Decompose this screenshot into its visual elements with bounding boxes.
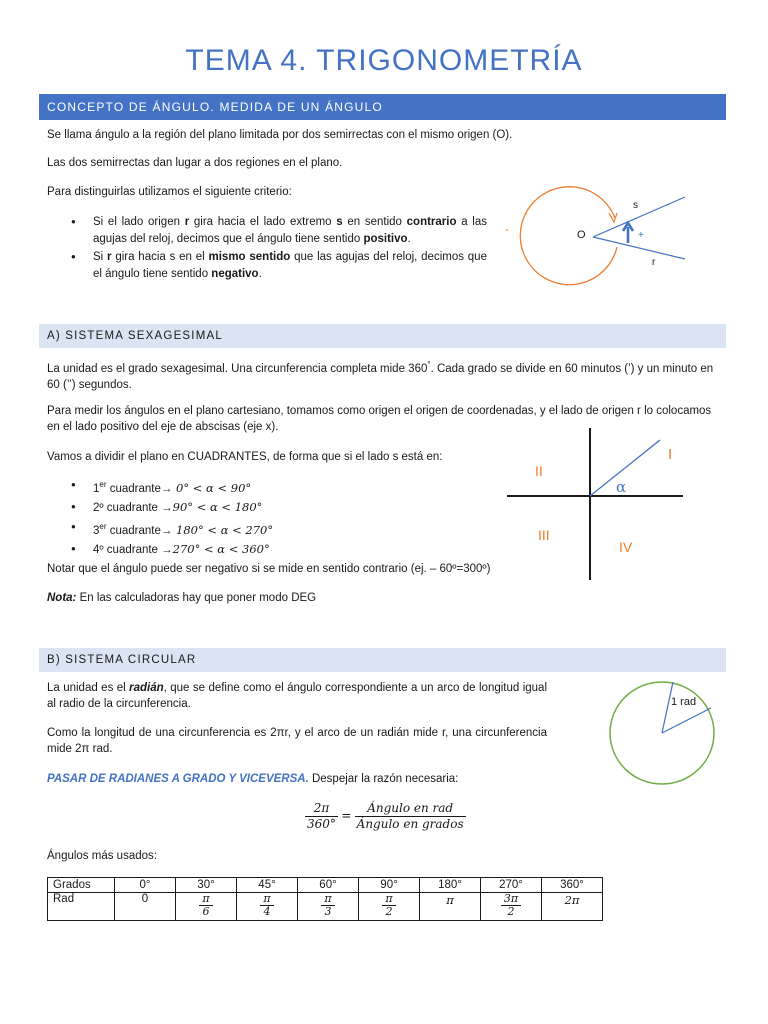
- table-cell: 360°: [542, 878, 603, 893]
- s-label: s: [633, 200, 638, 211]
- conversion-formula: [305, 801, 466, 832]
- table-row-rad: [48, 893, 603, 921]
- quadrant-III-label: III: [538, 527, 550, 543]
- list-item-positivo: ● Si el lado origen r gira hacia el lado extremo s en sentido contrario a las agujas del reloj, decimos que el ángulo tiene sentido positivo.: [47, 214, 487, 247]
- paragraph-cuadrantes: Vamos a dividir el plano en CUADRANTES, de forma que si el lado s está en:: [47, 451, 443, 463]
- section-heading-sexagesimal: A) SISTEMA SEXAGESIMAL: [39, 324, 726, 348]
- one-rad-label: 1 rad: [671, 696, 697, 708]
- table-row-grados: [48, 878, 603, 893]
- list-item-quadrant-1: ● 1er cuadrante→ 0° < α < 90°: [47, 477, 273, 497]
- quadrant-list: [47, 477, 273, 561]
- list-item-quadrant-2: ● 2º cuadrante →90° < α < 180°: [47, 499, 273, 517]
- radius-line-2: [662, 708, 711, 733]
- quadrant-II-label: II: [535, 463, 543, 479]
- angle-sense-figure: [495, 185, 705, 305]
- page-title: TEMA 4. TRIGONOMETRÍA: [185, 44, 583, 77]
- formula-equals: =: [341, 808, 352, 823]
- table-cell: 2π: [542, 893, 603, 921]
- section-heading-circular: B) SISTEMA CIRCULAR: [39, 648, 726, 672]
- table-cell: 270°: [481, 878, 542, 893]
- table-cell: 45°: [237, 878, 298, 893]
- radian-figure: [605, 676, 720, 791]
- table-cell-label: Grados: [48, 878, 115, 893]
- criterio-list: [47, 214, 487, 284]
- r-label: r: [652, 257, 656, 268]
- list-item-quadrant-4: ● 4º cuadrante →270° < α < 360°: [47, 541, 273, 559]
- list-item-negativo: ● Si r gira hacia s en el mismo sentido que las agujas del reloj, decimos que el ángulo tiene sentido negativo.: [47, 249, 487, 282]
- table-cell: 0°: [115, 878, 176, 893]
- table-cell: $\frac{\pi}{3}$: [298, 893, 359, 921]
- orange-circle-arc: [520, 187, 617, 285]
- alpha-label: α: [616, 478, 627, 496]
- table-cell: 90°: [359, 878, 420, 893]
- paragraph-angulos-usados: Ángulos más usados:: [47, 850, 157, 862]
- paragraph-regiones: Las dos semirrectas dan lugar a dos regiones en el plano.: [47, 157, 343, 169]
- quadrants-figure: [505, 428, 685, 583]
- table-cell: π: [420, 893, 481, 921]
- table-cell: 0: [115, 893, 176, 921]
- table-cell: $\frac{\pi}{2}$: [359, 893, 420, 921]
- paragraph-nota: Nota: En las calculadoras hay que poner modo DEG: [47, 592, 317, 604]
- paragraph-conversion: PASAR DE RADIANES A GRADO Y VICEVERSA. Despejar la razón necesaria:: [47, 773, 459, 785]
- formula-left-fraction: $\frac{2\pi}{360^\circ}$: [307, 801, 336, 831]
- table-cell: 60°: [298, 878, 359, 893]
- formula-right-fraction: $\frac{\text{Ángulo en rad}}{\text{Ángulo en grados}}$: [356, 801, 464, 831]
- table-cell: $\frac{\pi}{6}$: [176, 893, 237, 921]
- paragraph-criterio: Para distinguirlas utilizamos el siguiente criterio:: [47, 186, 292, 198]
- table-cell: $\frac{\pi}{4}$: [237, 893, 298, 921]
- paragraph-grado: La unidad es el grado sexagesimal. Una circunferencia completa mide 360°. Cada grado se divide en 60 minutos (’) y un minuto en 60 (’’) segundos.: [47, 360, 714, 391]
- quadrant-I-label: I: [668, 446, 673, 463]
- plus-sign: +: [638, 230, 644, 241]
- paragraph-circunferencia: Como la longitud de una circunferencia es 2πr, y el arco de un radián mide r, una circunferencia mide 2π rad.: [47, 727, 547, 755]
- table-cell: 30°: [176, 878, 237, 893]
- origin-label: O: [577, 229, 586, 241]
- paragraph-definicion: Se llama ángulo a la región del plano limitada por dos semirrectas con el mismo origen (O).: [47, 129, 513, 141]
- paragraph-radian: La unidad es el radián, que se define como el ángulo correspondiente a un arco de longitud igual al radio de la circunferencia.: [47, 682, 548, 710]
- minus-sign: -: [505, 222, 509, 236]
- table-cell: $\frac{3\pi}{2}$: [481, 893, 542, 921]
- quadrant-IV-label: IV: [619, 539, 633, 555]
- angles-table: [47, 877, 603, 921]
- table-cell-label: Rad: [48, 893, 115, 921]
- paragraph-plano-cartesiano: Para medir los ángulos en el plano cartesiano, tomamos como origen el origen de coordenadas, y el lado de origen r lo colocamos en el lado positivo del eje de abscisas (eje x).: [47, 405, 712, 433]
- list-item-quadrant-3: ● 3er cuadrante→ 180° < α < 270°: [47, 519, 273, 539]
- paragraph-angulo-negativo: Notar que el ángulo puede ser negativo si se mide en sentido contrario (ej. – 60º=300º): [47, 563, 491, 575]
- table-cell: 180°: [420, 878, 481, 893]
- section-heading-concepto: CONCEPTO DE ÁNGULO. MEDIDA DE UN ÁNGULO: [39, 94, 726, 120]
